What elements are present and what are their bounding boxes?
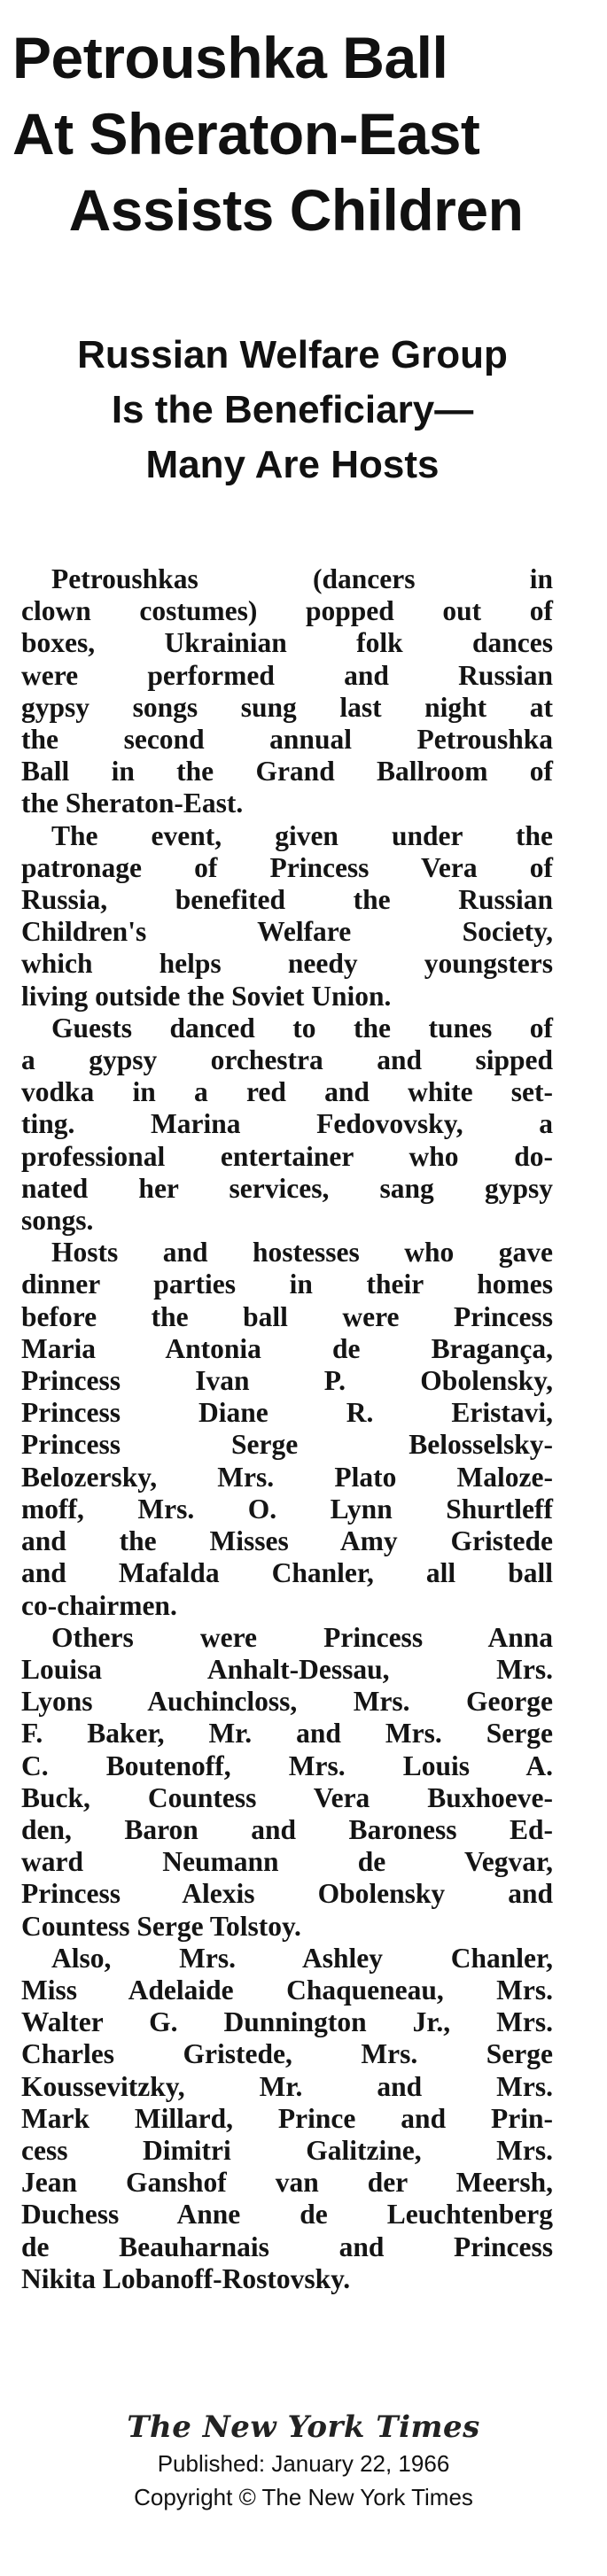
text-line: Princess Ivan P. Obolensky, bbox=[21, 1365, 553, 1397]
subheadline-line: Many Are Hosts bbox=[145, 443, 440, 486]
text-line: Miss Adelaide Chaqueneau, Mrs. bbox=[21, 1974, 553, 2006]
text-line: cess Dimitri Galitzine, Mrs. bbox=[21, 2134, 553, 2166]
text-line: Hosts and hostesses who gave bbox=[51, 1237, 553, 1269]
subheadline-line: Is the Beneficiary— bbox=[111, 388, 474, 431]
text-line: Charles Gristede, Mrs. Serge bbox=[21, 2038, 553, 2070]
text-line: clown costumes) popped out of bbox=[21, 595, 553, 627]
text-line: the Sheraton-East. bbox=[21, 788, 244, 819]
text-line: C. Boutenoff, Mrs. Louis A. bbox=[21, 1750, 553, 1781]
text-line: vodka in a red and white set- bbox=[21, 1076, 553, 1108]
text-line: Mark Millard, Prince and Prin- bbox=[21, 2102, 553, 2134]
text-line: Russia, benefited the Russian bbox=[21, 884, 553, 916]
text-line: and Mafalda Chanler, all ball bbox=[21, 1557, 553, 1589]
text-line: ward Neumann de Vegvar, bbox=[21, 1846, 553, 1878]
text-line: Maria Antonia de Bragança, bbox=[21, 1332, 553, 1364]
text-line: Princess Serge Belosselsky- bbox=[21, 1429, 553, 1461]
text-line: dinner parties in their homes bbox=[21, 1269, 553, 1300]
paragraph bbox=[21, 1943, 553, 2295]
paragraph bbox=[21, 1622, 553, 1943]
subheadline-line: Russian Welfare Group bbox=[77, 333, 508, 376]
paragraph bbox=[21, 820, 553, 1013]
subheadline bbox=[18, 328, 567, 493]
text-line: were performed and Russian bbox=[21, 659, 553, 691]
text-line: Louisa Anhalt-Dessau, Mrs. bbox=[21, 1653, 553, 1685]
nyt-logo: The New York Times bbox=[127, 2409, 480, 2445]
text-line: which helps needy youngsters bbox=[21, 948, 553, 980]
text-line: and the Misses Amy Gristede bbox=[21, 1525, 553, 1557]
text-line: nated her services, sang gypsy bbox=[21, 1172, 553, 1204]
text-line: ting. Marina Fedovovsky, a bbox=[21, 1108, 553, 1140]
text-line: de Beauharnais and Princess bbox=[21, 2231, 553, 2262]
text-line: moff, Mrs. O. Lynn Shurtleff bbox=[21, 1493, 553, 1525]
text-line: Duchess Anne de Leuchtenberg bbox=[21, 2199, 553, 2231]
text-line: gypsy songs sung last night at bbox=[21, 691, 553, 723]
text-line: Jean Ganshof van der Meersh, bbox=[21, 2167, 553, 2199]
text-line: den, Baron and Baroness Ed- bbox=[21, 1813, 553, 1845]
text-line: Lyons Auchincloss, Mrs. George bbox=[21, 1686, 553, 1718]
text-line: Countess Serge Tolstoy. bbox=[21, 1910, 301, 1942]
text-line: Walter G. Dunnington Jr., Mrs. bbox=[21, 2006, 553, 2038]
text-line: Belozersky, Mrs. Plato Maloze- bbox=[21, 1461, 553, 1493]
text-line: Buck, Countess Vera Buxhoeve- bbox=[21, 1781, 553, 1813]
text-line: Others were Princess Anna bbox=[51, 1621, 553, 1653]
headline-line: Petroushka Ball bbox=[12, 25, 448, 90]
headline bbox=[12, 19, 580, 248]
text-line: Guests danced to the tunes of bbox=[51, 1012, 553, 1044]
text-line: before the ball were Princess bbox=[21, 1300, 553, 1332]
footer bbox=[0, 2408, 607, 2514]
text-line: Nikita Lobanoff-Rostovsky. bbox=[21, 2262, 351, 2294]
copyright-notice: Copyright © The New York Times bbox=[134, 2484, 473, 2510]
text-line: living outside the Soviet Union. bbox=[21, 980, 392, 1012]
text-line: a gypsy orchestra and sipped bbox=[21, 1044, 553, 1076]
text-line: Princess Alexis Obolensky and bbox=[21, 1878, 553, 1910]
paragraph bbox=[21, 1237, 553, 1621]
text-line: boxes, Ukrainian folk dances bbox=[21, 627, 553, 659]
text-line: patronage of Princess Vera of bbox=[21, 851, 553, 883]
published-date: Published: January 22, 1966 bbox=[157, 2450, 450, 2477]
text-line: The event, given under the bbox=[51, 819, 553, 851]
text-line: songs. bbox=[21, 1205, 94, 1237]
text-line: Children's Welfare Society, bbox=[21, 916, 553, 948]
text-line: Koussevitzky, Mr. and Mrs. bbox=[21, 2070, 553, 2102]
article-body bbox=[21, 563, 553, 2295]
headline-line: Assists Children bbox=[68, 177, 524, 243]
text-line: F. Baker, Mr. and Mrs. Serge bbox=[21, 1718, 553, 1750]
text-line: Princess Diane R. Eristavi, bbox=[21, 1397, 553, 1429]
text-line: co-chairmen. bbox=[21, 1589, 177, 1621]
text-line: professional entertainer who do- bbox=[21, 1140, 553, 1172]
text-line: the second annual Petroushka bbox=[21, 724, 553, 756]
text-line: Ball in the Grand Ballroom of bbox=[21, 756, 553, 788]
headline-line: At Sheraton-East bbox=[12, 101, 480, 167]
text-line: Also, Mrs. Ashley Chanler, bbox=[51, 1942, 553, 1974]
text-line: Petroushkas (dancers in bbox=[51, 563, 553, 594]
paragraph bbox=[21, 1013, 553, 1237]
paragraph bbox=[21, 563, 553, 820]
